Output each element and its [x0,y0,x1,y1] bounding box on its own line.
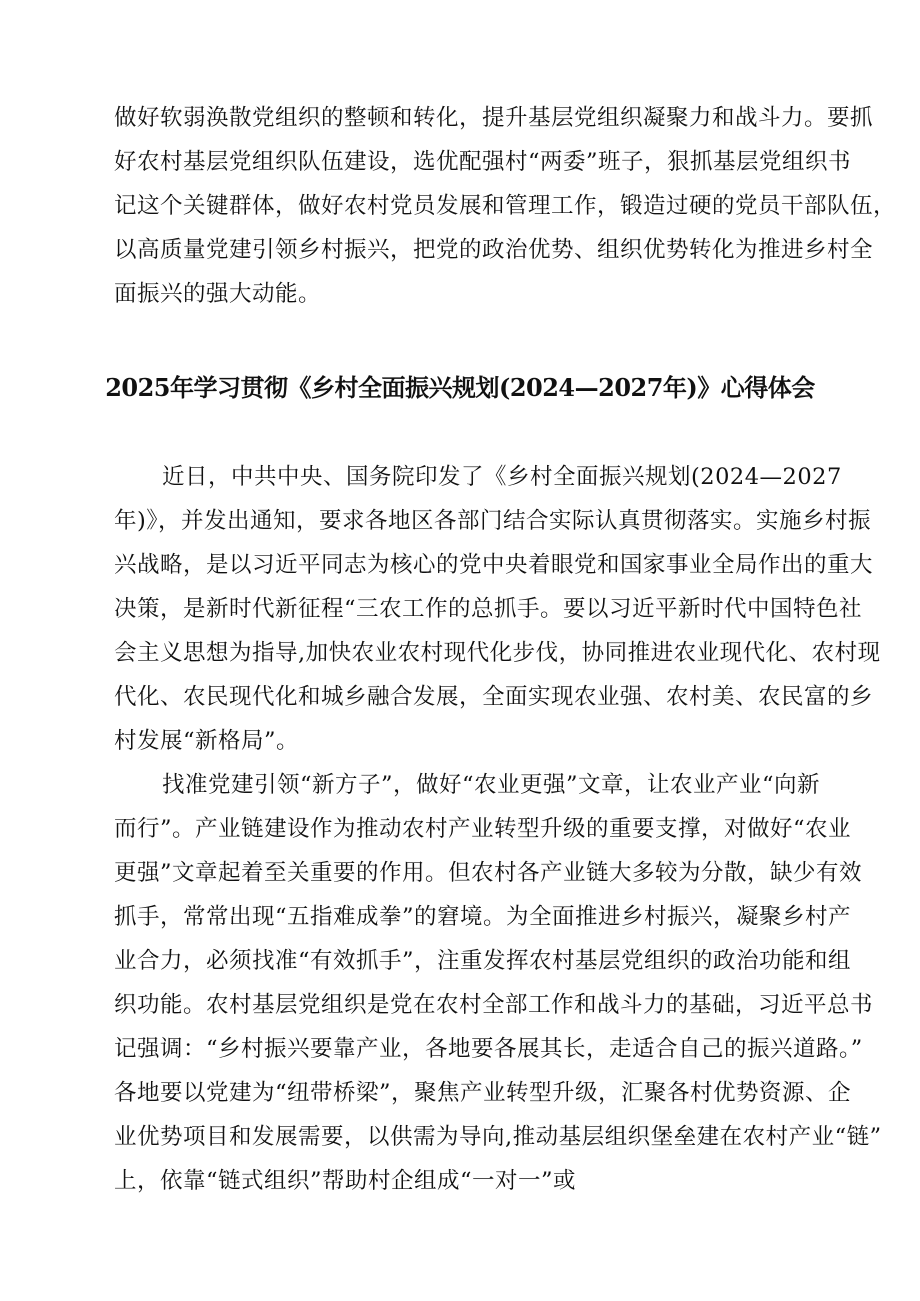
paragraph-1-line: 年)》，并发出通知，要求各地区各部门结合实际认真贯彻落实。实施乡村振 [114,508,872,534]
prev-paragraph-line: 做好软弱涣散党组织的整顿和转化，提升基层党组织凝聚力和战斗力。要抓 [114,105,874,131]
paragraph-1-line: 村发展“新格局”。 [114,728,300,754]
prev-paragraph-line: 以高质量党建引领乡村振兴，把党的政治优势、组织优势转化为推进乡村全 [114,237,874,263]
paragraph-1-line: 近日，中共中央、国务院印发了《乡村全面振兴规划(2024—2027 [162,464,842,490]
prev-paragraph-line: 记这个关键群体，做好农村党员发展和管理工作，锻造过硬的党员干部队伍， [114,193,897,219]
paragraph-2-line: 各地要以党建为“纽带桥梁”，聚焦产业转型升级，汇聚各村优势资源、企 [114,1080,852,1106]
paragraph-2-line: 业优势项目和发展需要，以供需为导向,推动基层组织堡垒建在农村产业“链” [114,1124,882,1150]
paragraph-1-line: 代化、农民现代化和城乡融合发展，全面实现农业强、农村美、农民富的乡 [114,684,874,710]
paragraph-2-line: 记强调：“乡村振兴要靠产业，各地要各展其长，走适合自己的振兴道路。” [114,1036,863,1062]
article-title: 2025年学习贯彻《乡村全面振兴规划(2024—2027年)》心得体会 [105,373,815,402]
paragraph-2-line: 抓手，常常出现“五指难成拳”的窘境。为全面推进乡村振兴，凝聚乡村产 [114,904,852,930]
paragraph-2-line: 上，依靠“链式组织”帮助村企组成“一对一”或 [114,1168,577,1194]
paragraph-2-line: 找准党建引领“新方子”，做好“农业更强”文章，让农业产业“向新 [162,772,821,798]
paragraph-1-line: 兴战略，是以习近平同志为核心的党中央着眼党和国家事业全局作出的重大 [114,552,874,578]
paragraph-2-line: 而行”。产业链建设作为推动农村产业转型升级的重要支撑，对做好“农业 [114,816,852,842]
paragraph-2-line: 更强”文章起着至关重要的作用。但农村各产业链大多较为分散，缺少有效 [114,860,863,886]
paragraph-1-line: 会主义思想为指导,加快农业农村现代化步伐，协同推进农业现代化、农村现 [114,640,881,666]
paragraph-2-line: 业合力，必须找准“有效抓手”，注重发挥农村基层党组织的政治功能和组 [114,948,852,974]
paragraph-1-line: 决策，是新时代新征程“三农工作的总抓手。要以习近平新时代中国特色社 [114,596,863,622]
paragraph-2-line: 织功能。农村基层党组织是党在农村全部工作和战斗力的基础，习近平总书 [114,992,874,1018]
prev-paragraph-line: 面振兴的强大动能。 [114,281,322,307]
prev-paragraph-line: 好农村基层党组织队伍建设，选优配强村“两委”班子，狠抓基层党组织书 [114,149,852,175]
